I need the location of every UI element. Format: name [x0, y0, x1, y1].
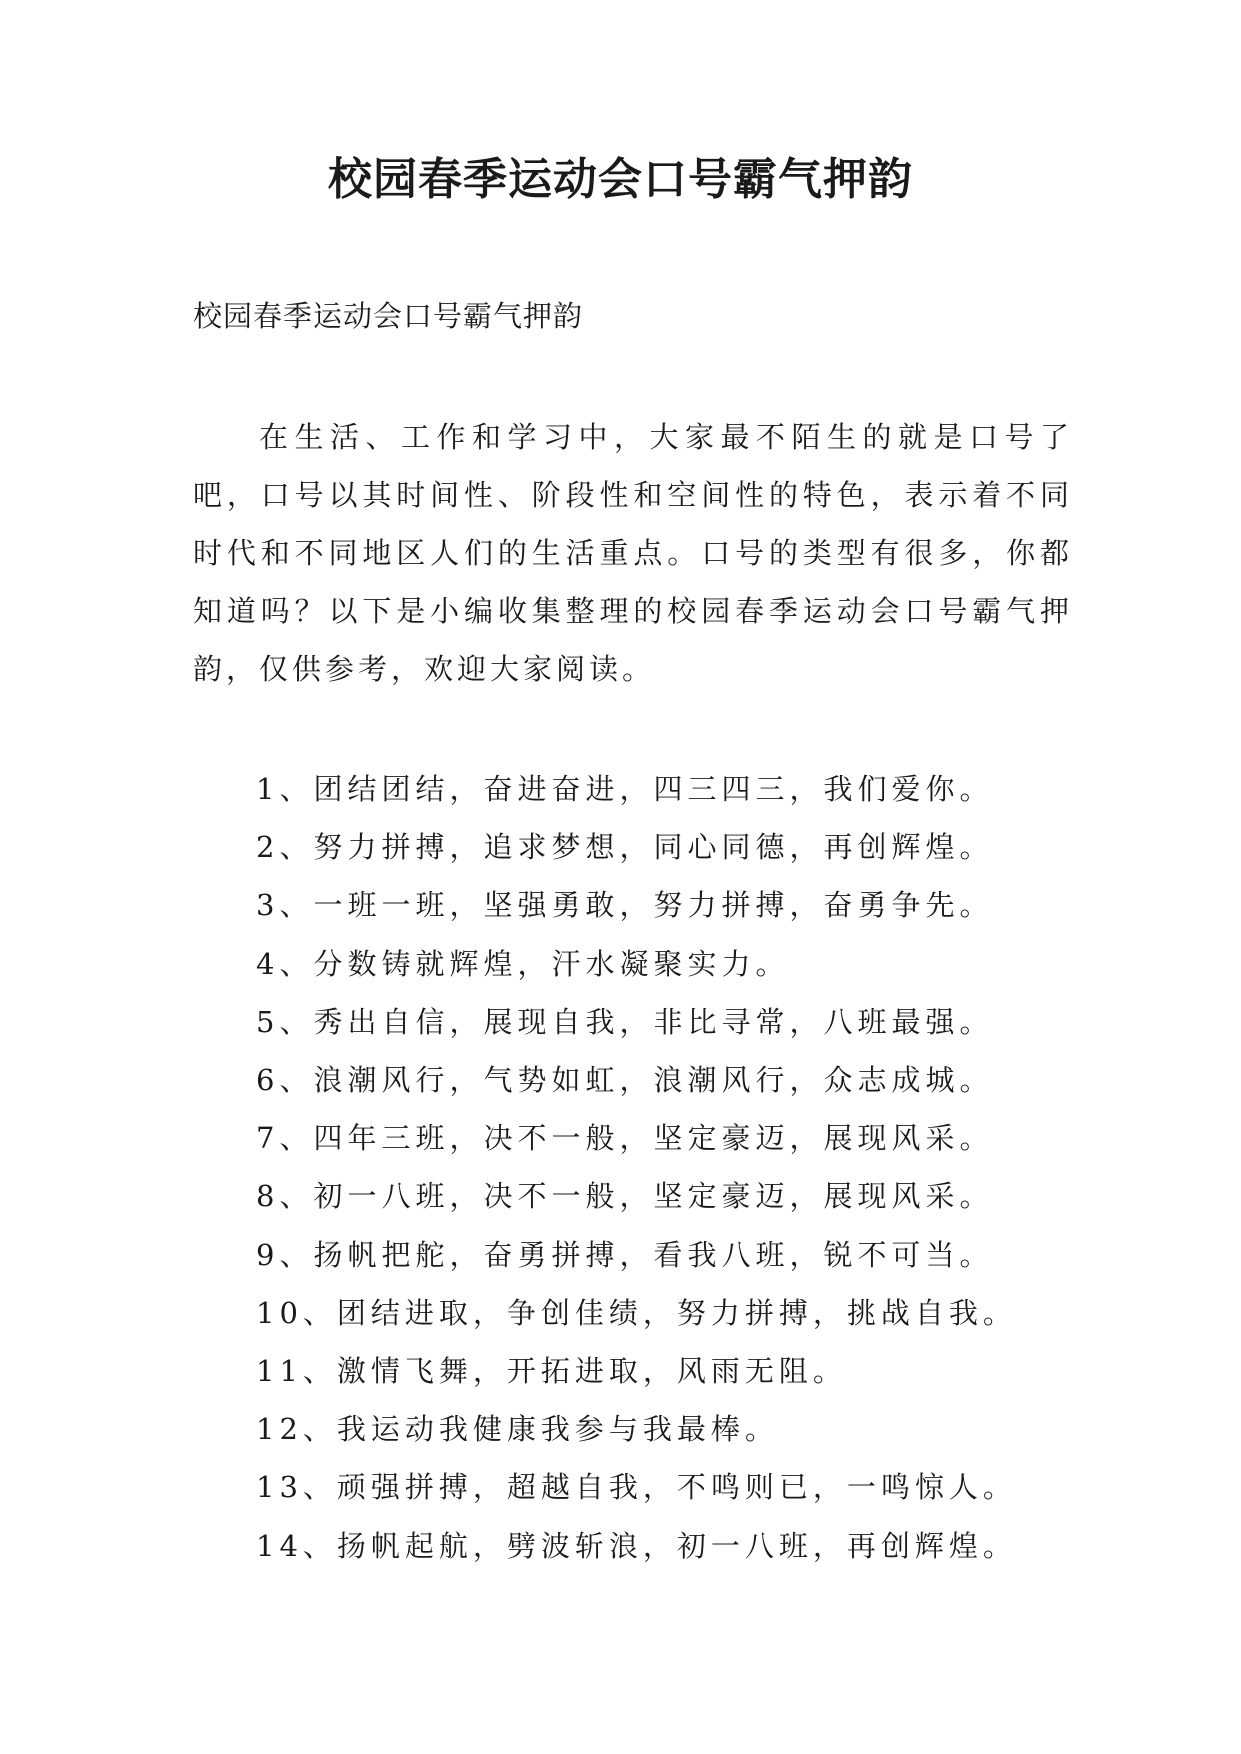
slogan-item: 8、初一八班，决不一般，坚定豪迈，展现风采。: [256, 1179, 994, 1214]
slogan-item: 1、团结团结，奋进奋进，四三四三，我们爱你。: [256, 772, 994, 806]
slogan-item: 5、秀出自信，展现自我，非比寻常，八班最强。: [256, 1004, 994, 1039]
slogan-item: 9、扬帆把舵，奋勇拼搏，看我八班，锐不可当。: [256, 1237, 994, 1272]
slogan-item: 6、浪潮风行，气势如虹，浪潮风行，众志成城。: [256, 1063, 994, 1098]
slogan-item: 10、团结进取，争创佳绩，努力拼搏，挑战自我。: [256, 1295, 1017, 1330]
slogan-item: 2、努力拼搏，追求梦想，同心同德，再创辉煌。: [256, 830, 994, 865]
slogan-item: 3、一班一班，坚强勇敢，努力拼搏，奋勇争先。: [256, 888, 994, 923]
intro-paragraph: 在生活、工作和学习中，大家最不陌生的就是口号了吧，口号以其时间性、阶段性和空间性的特色，表示着不同时代和不同地区人们的生活重点。口号的类型有很多，你都知道吗？以下是小编收集整理的校园春季运动会口号霸气押韵，仅供参考，欢迎大家阅读。: [193, 420, 1073, 686]
slogan-item: 14、扬帆起航，劈波斩浪，初一八班，再创辉煌。: [256, 1528, 1017, 1563]
slogan-item: 13、顽强拼搏，超越自我，不鸣则已，一鸣惊人。: [256, 1470, 1017, 1505]
slogan-item: 11、激情飞舞，开拓进取，风雨无阻。: [256, 1354, 847, 1389]
slogan-item: 4、分数铸就辉煌，汗水凝聚实力。: [256, 946, 790, 981]
slogan-item: 7、四年三班，决不一般，坚定豪迈，展现风采。: [256, 1121, 994, 1156]
document-title: 校园春季运动会口号霸气押韵: [328, 154, 913, 205]
slogan-item: 12、我运动我健康我参与我最棒。: [256, 1412, 779, 1447]
document-subtitle: 校园春季运动会口号霸气押韵: [193, 299, 584, 333]
slogan-list: [256, 760, 1017, 1575]
